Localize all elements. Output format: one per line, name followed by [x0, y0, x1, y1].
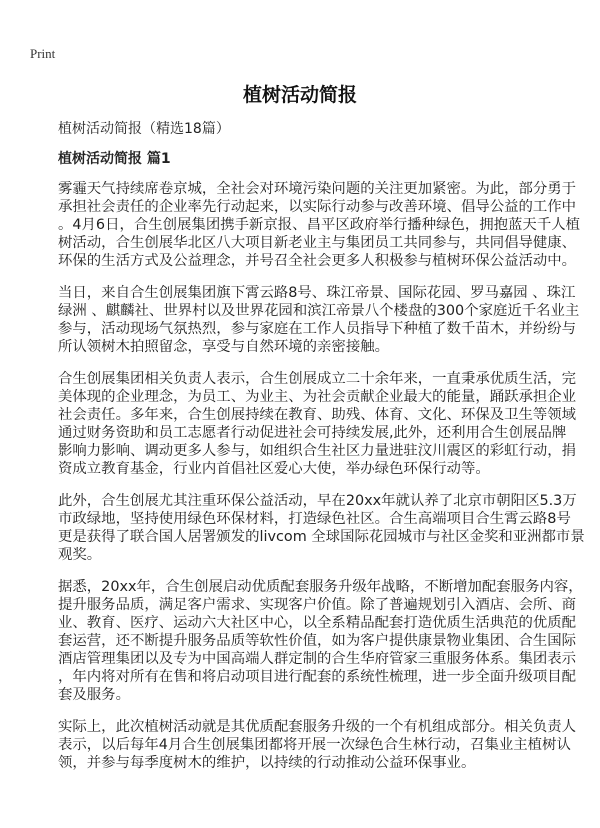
paragraph-line: 业、教育、医疗、运动六大社区中心，以全系精品配套打造优质生活典范的优质配 [58, 615, 577, 631]
paragraph [58, 718, 577, 772]
paragraph-line: 更是获得了联合国人居署颁发的livcom 全球国际花园城市与社区金奖和亚洲都市景 [58, 529, 585, 545]
paragraph [58, 180, 580, 270]
paragraph-line: ，年内将对所有在售和将启动项目进行配套的系统性梳理，进一步全面升级项目配 [58, 669, 577, 685]
paragraph-line: 酒店管理集团以及专为中国高端人群定制的合生华府管家三重服务体系。集团表示 [58, 651, 577, 667]
paragraph-line: 通过财务资助和员工志愿者行动促进社会可持续发展,此外，还利用合生创展品牌 [58, 425, 567, 441]
paragraph-line: 市政绿地，坚持使用绿色环保材料，打造绿色社区。合生高端项目合生霄云路8号 [58, 511, 571, 527]
paragraph-line: 表示，以后每年4月合生创展集团都将开展一次绿色合生林行动，召集业主植树认 [58, 737, 571, 753]
paragraph-line: 领，并参与每季度树木的维护，以持续的行动推动公益环保事业。 [58, 755, 476, 771]
paragraph-line: 影响力影响、调动更多人参与，如组织合生社区力量进驻汶川震区的彩虹行动，捐 [58, 443, 577, 459]
paragraph-line: 实际上，此次植树活动就是其优质配套服务升级的一个有机组成部分。相关负责人 [58, 719, 577, 735]
paragraph-line: 所认领树木拍照留念，享受与自然环境的亲密接触。 [58, 339, 389, 355]
paragraph-line: 提升服务品质，满足客户需求、实现客户价值。除了普遍规划引入酒店、会所、商 [58, 597, 577, 613]
paragraph-line: 美体现的企业理念，为员工、为业主、为社会贡献企业最大的能量，踊跃承担企业 [58, 389, 577, 405]
paragraph-line: 社会责任。多年来，合生创展持续在教育、助残、体育、文化、环保及卫生等领域 [58, 407, 577, 423]
paragraph-line: 树活动，合生创展华北区八大项目新老业主与集团员工共同参与，共同倡导健康、 [58, 235, 577, 251]
paragraph-line: 。4月6日，合生创展集团携手新京报、昌平区政府举行播种绿色，拥抱蓝天千人植 [58, 217, 580, 233]
paragraph-line: 此外，合生创展尤其注重环保公益活动，早在20xx年就认养了北京市朝阳区5.3万 [58, 493, 577, 509]
paragraph [58, 284, 580, 356]
document-title: 植树活动简报 [242, 84, 357, 106]
paragraph-line: 当日，来自合生创展集团旗下霄云路8号、珠江帝景、国际花园、罗马嘉园 、珠江 [58, 285, 576, 301]
paragraph-line: 绿洲 、麒麟社、世界村以及世界花园和滨江帝景八个楼盘的300个家庭近千名业主 [58, 303, 580, 319]
paragraph-line: 合生创展集团相关负责人表示，合生创展成立二十余年来，一直秉承优质生活，完 [58, 371, 577, 387]
document-subtitle: 植树活动简报（精选18篇） [58, 121, 230, 137]
document-body [58, 120, 585, 786]
paragraph-line: 参与，活动现场气氛热烈，参与家庭在工作人员指导下种植了数千苗木，并纷纷与 [58, 321, 577, 337]
paragraph [58, 578, 583, 704]
paragraph-line: 承担社会责任的企业率先行动起来，以实际行动参与改善环境、倡导公益的工作中 [58, 199, 577, 215]
paragraph [58, 492, 585, 564]
paragraph-line: 环保的生活方式及公益理念，并号召全社会更多人积极参与植树环保公益活动中。 [58, 253, 577, 269]
print-link[interactable]: Print [30, 46, 56, 61]
paragraph [58, 370, 577, 478]
paragraph-line: 套及服务。 [58, 687, 130, 703]
paragraphs [58, 180, 585, 772]
paragraph-line: 观奖。 [58, 547, 102, 563]
paragraph-line: 雾霾天气持续席卷京城，全社会对环境污染问题的关注更加紧密。为此，部分勇于 [58, 181, 577, 197]
paragraph-line: 资成立教育基金，行业内首倡社区爱心大使，举办绿色环保行动等。 [58, 461, 490, 477]
paragraph-line: 据悉，20xx年，合生创展启动优质配套服务升级年战略，不断增加配套服务内容， [58, 579, 583, 595]
paragraph-line: 套运营，还不断提升服务品质等软性价值，如为客户提供康景物业集团、合生国际 [58, 633, 577, 649]
section-heading: 植树活动简报 篇1 [58, 151, 171, 167]
